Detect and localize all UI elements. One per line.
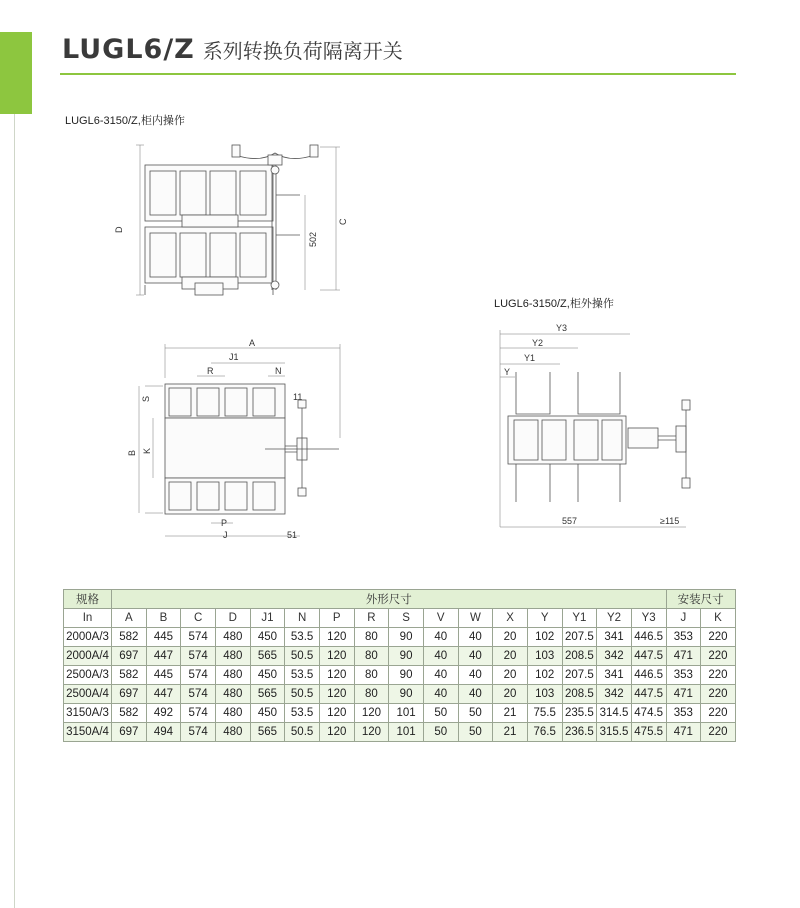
table-cell: 565 bbox=[250, 685, 285, 704]
table-cell: 353 bbox=[666, 628, 701, 647]
table-cell: 314.5 bbox=[597, 704, 632, 723]
column-header: N bbox=[285, 609, 320, 628]
table-cell: 21 bbox=[493, 704, 528, 723]
column-header: R bbox=[354, 609, 389, 628]
top-dim-R: R bbox=[207, 366, 214, 376]
table-cell: 120 bbox=[354, 723, 389, 742]
table-cell: 471 bbox=[666, 685, 701, 704]
title-underline bbox=[60, 73, 736, 75]
table-cell: 492 bbox=[146, 704, 181, 723]
table-cell: 450 bbox=[250, 628, 285, 647]
column-header: A bbox=[112, 609, 147, 628]
table-cell: 342 bbox=[597, 685, 632, 704]
table-cell: 220 bbox=[701, 723, 736, 742]
table-cell: 474.5 bbox=[631, 704, 666, 723]
outside-view-drawing bbox=[490, 322, 720, 534]
table-cell: 20 bbox=[493, 685, 528, 704]
table-column-header-row bbox=[64, 609, 736, 628]
table-cell: 450 bbox=[250, 666, 285, 685]
table-cell: 120 bbox=[319, 704, 354, 723]
outside-dim-115: ≥115 bbox=[660, 516, 680, 526]
table-cell: 90 bbox=[389, 647, 424, 666]
table-cell: 20 bbox=[493, 628, 528, 647]
table-cell: 220 bbox=[701, 685, 736, 704]
top-dim-11: 11 bbox=[293, 392, 303, 402]
table-cell: 50.5 bbox=[285, 685, 320, 704]
table-row bbox=[64, 647, 736, 666]
top-dim-A: A bbox=[249, 338, 256, 348]
caption-inside-operation: LUGL6-3150/Z,柜内操作 bbox=[65, 115, 185, 127]
table-cell: 220 bbox=[701, 704, 736, 723]
top-dim-J1: J1 bbox=[229, 352, 239, 362]
table-cell: 447 bbox=[146, 685, 181, 704]
table-cell: 90 bbox=[389, 666, 424, 685]
table-cell: 480 bbox=[215, 704, 250, 723]
table-cell: 120 bbox=[319, 647, 354, 666]
column-header: Y1 bbox=[562, 609, 597, 628]
table-cell: 53.5 bbox=[285, 704, 320, 723]
table-cell: 445 bbox=[146, 666, 181, 685]
dimension-table bbox=[63, 589, 736, 742]
header-spec: 规格 bbox=[64, 590, 112, 609]
table-cell: 494 bbox=[146, 723, 181, 742]
column-header: J bbox=[666, 609, 701, 628]
table-cell: 480 bbox=[215, 685, 250, 704]
table-cell: 50.5 bbox=[285, 723, 320, 742]
table-cell: 475.5 bbox=[631, 723, 666, 742]
table-cell: 574 bbox=[181, 685, 216, 704]
table-cell: 315.5 bbox=[597, 723, 632, 742]
row-spec-cell: 3150A/3 bbox=[64, 704, 112, 723]
table-cell: 80 bbox=[354, 628, 389, 647]
page-title bbox=[62, 34, 403, 65]
table-cell: 445 bbox=[146, 628, 181, 647]
outside-dim-Y: Y bbox=[504, 367, 511, 377]
table-cell: 20 bbox=[493, 647, 528, 666]
row-spec-cell: 2500A/3 bbox=[64, 666, 112, 685]
side-dim-D: D bbox=[114, 226, 124, 233]
column-header: K bbox=[701, 609, 736, 628]
column-header: P bbox=[319, 609, 354, 628]
table-cell: 446.5 bbox=[631, 666, 666, 685]
table-cell: 120 bbox=[319, 685, 354, 704]
table-cell: 120 bbox=[354, 704, 389, 723]
table-row bbox=[64, 704, 736, 723]
table-cell: 582 bbox=[112, 666, 147, 685]
table-cell: 480 bbox=[215, 723, 250, 742]
table-cell: 90 bbox=[389, 685, 424, 704]
table-cell: 447.5 bbox=[631, 685, 666, 704]
outside-dim-Y2: Y2 bbox=[532, 338, 544, 348]
row-spec-cell: 3150A/4 bbox=[64, 723, 112, 742]
row-spec-cell: 2500A/4 bbox=[64, 685, 112, 704]
table-cell: 235.5 bbox=[562, 704, 597, 723]
outside-dim-Y1: Y1 bbox=[524, 353, 536, 363]
table-cell: 220 bbox=[701, 647, 736, 666]
top-view-drawing bbox=[125, 338, 355, 543]
side-dim-C: C bbox=[338, 218, 348, 225]
caption-outside-operation: LUGL6-3150/Z,柜外操作 bbox=[494, 298, 614, 310]
table-cell: 40 bbox=[458, 685, 493, 704]
column-header: Y3 bbox=[631, 609, 666, 628]
table-cell: 102 bbox=[527, 666, 562, 685]
table-cell: 471 bbox=[666, 723, 701, 742]
top-dim-S: S bbox=[141, 395, 151, 402]
table-cell: 341 bbox=[597, 666, 632, 685]
table-cell: 480 bbox=[215, 628, 250, 647]
table-cell: 447.5 bbox=[631, 647, 666, 666]
table-cell: 101 bbox=[389, 723, 424, 742]
table-cell: 471 bbox=[666, 647, 701, 666]
table-cell: 446.5 bbox=[631, 628, 666, 647]
column-header: X bbox=[493, 609, 528, 628]
section-tab-marker bbox=[0, 32, 32, 114]
table-cell: 565 bbox=[250, 647, 285, 666]
table-cell: 50 bbox=[458, 723, 493, 742]
table-cell: 80 bbox=[354, 647, 389, 666]
table-row bbox=[64, 666, 736, 685]
side-view-drawing bbox=[110, 135, 355, 300]
table-cell: 40 bbox=[458, 647, 493, 666]
table-cell: 574 bbox=[181, 628, 216, 647]
table-cell: 80 bbox=[354, 685, 389, 704]
table-row bbox=[64, 685, 736, 704]
table-cell: 353 bbox=[666, 704, 701, 723]
table-cell: 697 bbox=[112, 685, 147, 704]
top-view-body bbox=[139, 344, 340, 536]
title-model: LUGL6/Z bbox=[62, 34, 195, 65]
table-cell: 353 bbox=[666, 666, 701, 685]
table-cell: 53.5 bbox=[285, 628, 320, 647]
table-row bbox=[64, 628, 736, 647]
table-cell: 50 bbox=[423, 704, 458, 723]
column-header: S bbox=[389, 609, 424, 628]
table-cell: 207.5 bbox=[562, 628, 597, 647]
table-group-header-row bbox=[64, 590, 736, 609]
top-dim-J: J bbox=[223, 530, 228, 540]
column-header: B bbox=[146, 609, 181, 628]
outside-dim-557: 557 bbox=[562, 516, 578, 526]
table-cell: 574 bbox=[181, 647, 216, 666]
column-header: In bbox=[64, 609, 112, 628]
table-cell: 480 bbox=[215, 647, 250, 666]
table-body bbox=[64, 628, 736, 742]
table-cell: 20 bbox=[493, 666, 528, 685]
table-cell: 103 bbox=[527, 685, 562, 704]
table-cell: 53.5 bbox=[285, 666, 320, 685]
table-cell: 90 bbox=[389, 628, 424, 647]
table-cell: 76.5 bbox=[527, 723, 562, 742]
table-cell: 582 bbox=[112, 704, 147, 723]
column-header: Y2 bbox=[597, 609, 632, 628]
table-cell: 450 bbox=[250, 704, 285, 723]
table-cell: 101 bbox=[389, 704, 424, 723]
page-edge-line bbox=[14, 114, 15, 908]
table-cell: 447 bbox=[146, 647, 181, 666]
outside-dim-Y3: Y3 bbox=[556, 323, 568, 333]
table-cell: 574 bbox=[181, 666, 216, 685]
column-header: C bbox=[181, 609, 216, 628]
top-dim-B: B bbox=[127, 449, 137, 456]
table-cell: 208.5 bbox=[562, 647, 597, 666]
table-cell: 207.5 bbox=[562, 666, 597, 685]
column-header: J1 bbox=[250, 609, 285, 628]
row-spec-cell: 2000A/4 bbox=[64, 647, 112, 666]
side-view-body bbox=[136, 145, 340, 295]
table-cell: 697 bbox=[112, 723, 147, 742]
table-cell: 103 bbox=[527, 647, 562, 666]
table-cell: 40 bbox=[423, 666, 458, 685]
table-cell: 40 bbox=[423, 685, 458, 704]
table-cell: 208.5 bbox=[562, 685, 597, 704]
table-cell: 50.5 bbox=[285, 647, 320, 666]
column-header: V bbox=[423, 609, 458, 628]
table-cell: 50 bbox=[458, 704, 493, 723]
table-cell: 480 bbox=[215, 666, 250, 685]
table-cell: 341 bbox=[597, 628, 632, 647]
table-cell: 40 bbox=[458, 628, 493, 647]
table-cell: 102 bbox=[527, 628, 562, 647]
table-cell: 220 bbox=[701, 628, 736, 647]
table-cell: 697 bbox=[112, 647, 147, 666]
table-cell: 80 bbox=[354, 666, 389, 685]
table-cell: 236.5 bbox=[562, 723, 597, 742]
table-cell: 120 bbox=[319, 666, 354, 685]
table-cell: 565 bbox=[250, 723, 285, 742]
table-cell: 40 bbox=[458, 666, 493, 685]
table-cell: 75.5 bbox=[527, 704, 562, 723]
top-dim-51: 51 bbox=[287, 530, 298, 540]
top-dim-K: K bbox=[142, 447, 152, 454]
side-dim-502: 502 bbox=[308, 231, 318, 247]
top-dim-N: N bbox=[275, 366, 282, 376]
table-cell: 21 bbox=[493, 723, 528, 742]
table-cell: 342 bbox=[597, 647, 632, 666]
table-cell: 120 bbox=[319, 628, 354, 647]
title-description: 系列转换负荷隔离开关 bbox=[202, 39, 403, 63]
table-cell: 50 bbox=[423, 723, 458, 742]
column-header: Y bbox=[527, 609, 562, 628]
table-row bbox=[64, 723, 736, 742]
table-cell: 574 bbox=[181, 723, 216, 742]
header-mount: 安装尺寸 bbox=[666, 590, 735, 609]
table-cell: 582 bbox=[112, 628, 147, 647]
column-header: D bbox=[215, 609, 250, 628]
table-cell: 40 bbox=[423, 647, 458, 666]
row-spec-cell: 2000A/3 bbox=[64, 628, 112, 647]
table-cell: 120 bbox=[319, 723, 354, 742]
column-header: W bbox=[458, 609, 493, 628]
table-cell: 220 bbox=[701, 666, 736, 685]
table-cell: 574 bbox=[181, 704, 216, 723]
header-outline: 外形尺寸 bbox=[112, 590, 667, 609]
table-cell: 40 bbox=[423, 628, 458, 647]
top-dim-P: P bbox=[221, 518, 228, 528]
